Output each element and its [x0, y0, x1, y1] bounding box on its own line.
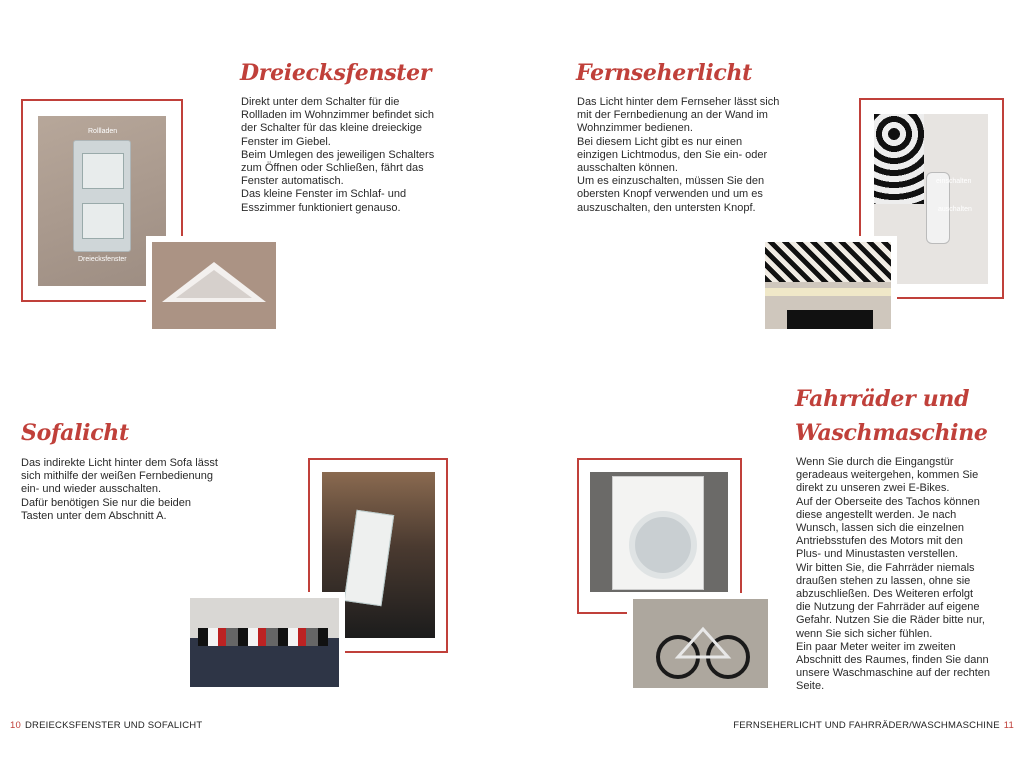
footer-right-label: FERNSEHERLICHT UND FAHRRÄDER/WASCHMASCHINE: [733, 720, 1000, 731]
photo-sofa: [184, 592, 345, 693]
heading-fernseherlicht: Fernseherlicht: [576, 60, 753, 86]
photo-label-dreiecksfenster: Dreiecksfenster: [78, 256, 127, 263]
photo-bicycles: [627, 593, 774, 694]
switch-dreiecksfenster: [82, 203, 124, 239]
tv-light-strip: [765, 288, 891, 296]
washing-machine-body: [612, 476, 704, 590]
heading-sofalicht: Sofalicht: [21, 420, 129, 446]
footer-left-label: DREIECKSFENSTER UND SOFALICHT: [24, 720, 203, 731]
footer-left: [6, 720, 202, 731]
switch-plate: [73, 140, 131, 252]
tv-screen: [787, 310, 873, 330]
washing-machine-door: [629, 511, 697, 579]
triangle-window-icon: [152, 242, 276, 329]
heading-fahrraeder-line2: Waschmaschine: [795, 420, 988, 446]
text-sofalicht: Das indirekte Licht hinter dem Sofa lässt sich mithilfe der weißen Fernbedienung ein- und wieder ausschalten. Dafür benötigen Sie nur die beiden Tasten unter dem Abschnitt A.: [21, 457, 218, 522]
text-dreiecksfenster: Direkt unter dem Schalter für die Rollladen im Wohnzimmer befindet sich der Schalter für das kleine dreieckige Fenster im Giebel. Beim Umlegen des jeweiligen Schalters zum Öffnen oder Schließen, fährt das Fenster automatisch. Das kleine Fenster im Schlaf- und Esszimmer funktioniert genauso.: [241, 96, 435, 214]
photo-label-rollladen: Rollladen: [88, 128, 118, 135]
bicycle-icon: [633, 599, 768, 688]
sofa-remote-device: [344, 510, 394, 606]
wall-pattern: [874, 114, 924, 204]
photo-washing-machine: [590, 472, 728, 592]
footer-right: [733, 720, 1018, 731]
photo-label-auschalten: auschalten: [938, 206, 972, 213]
heading-fahrraeder-line1: Fahrräder und: [795, 386, 970, 412]
text-fernseherlicht: Das Licht hinter dem Fernseher lässt sich mit der Fernbedienung an der Wand im Wohnzimmer bedienen. Bei diesem Licht gibt es nur einen einzigen Lichtmodus, den Sie ein- oder ausschalten können. Um es einzuschalten, müssen Sie den obersten Knopf verwenden und um es auszuschalten, den untersten Knopf.: [577, 96, 780, 214]
photo-triangle-window: [146, 236, 282, 335]
tv-pattern: [765, 242, 891, 282]
sofa-pillows: [198, 628, 328, 646]
photo-label-einschalten: einschalten: [936, 178, 972, 185]
page-number-right: 11: [1003, 720, 1014, 731]
heading-dreiecksfenster: Dreiecksfenster: [240, 60, 432, 86]
switch-rollladen: [82, 153, 124, 189]
photo-tv-light: [759, 236, 897, 335]
page-number-left: 10: [10, 720, 21, 731]
text-fahrraeder: Wenn Sie durch die Eingangstür geradeaus weitergehen, kommen Sie direkt zu unseren zwei E-Bikes. Auf der Oberseite des Tachos können diese angestellt werden. Je nach Wunsch, lassen sich die einzelnen Antriebsstufen des Motors mit den Plus- und Minustasten verstellen. Wir bitten Sie, die Fahrräder niemals draußen stehen zu lassen, ohne sie abzuschließen. Des Weiteren erfolgt die Nutzung der Fahrräder auf eigene Gefahr. Nutzen Sie die Räder bitte nur, wenn Sie sich sicher fühlen. Ein paar Meter weiter im zweiten Abschnitt des Raumes, finden Sie dann unsere Waschmaschine auf der rechten Seite.: [796, 456, 991, 693]
